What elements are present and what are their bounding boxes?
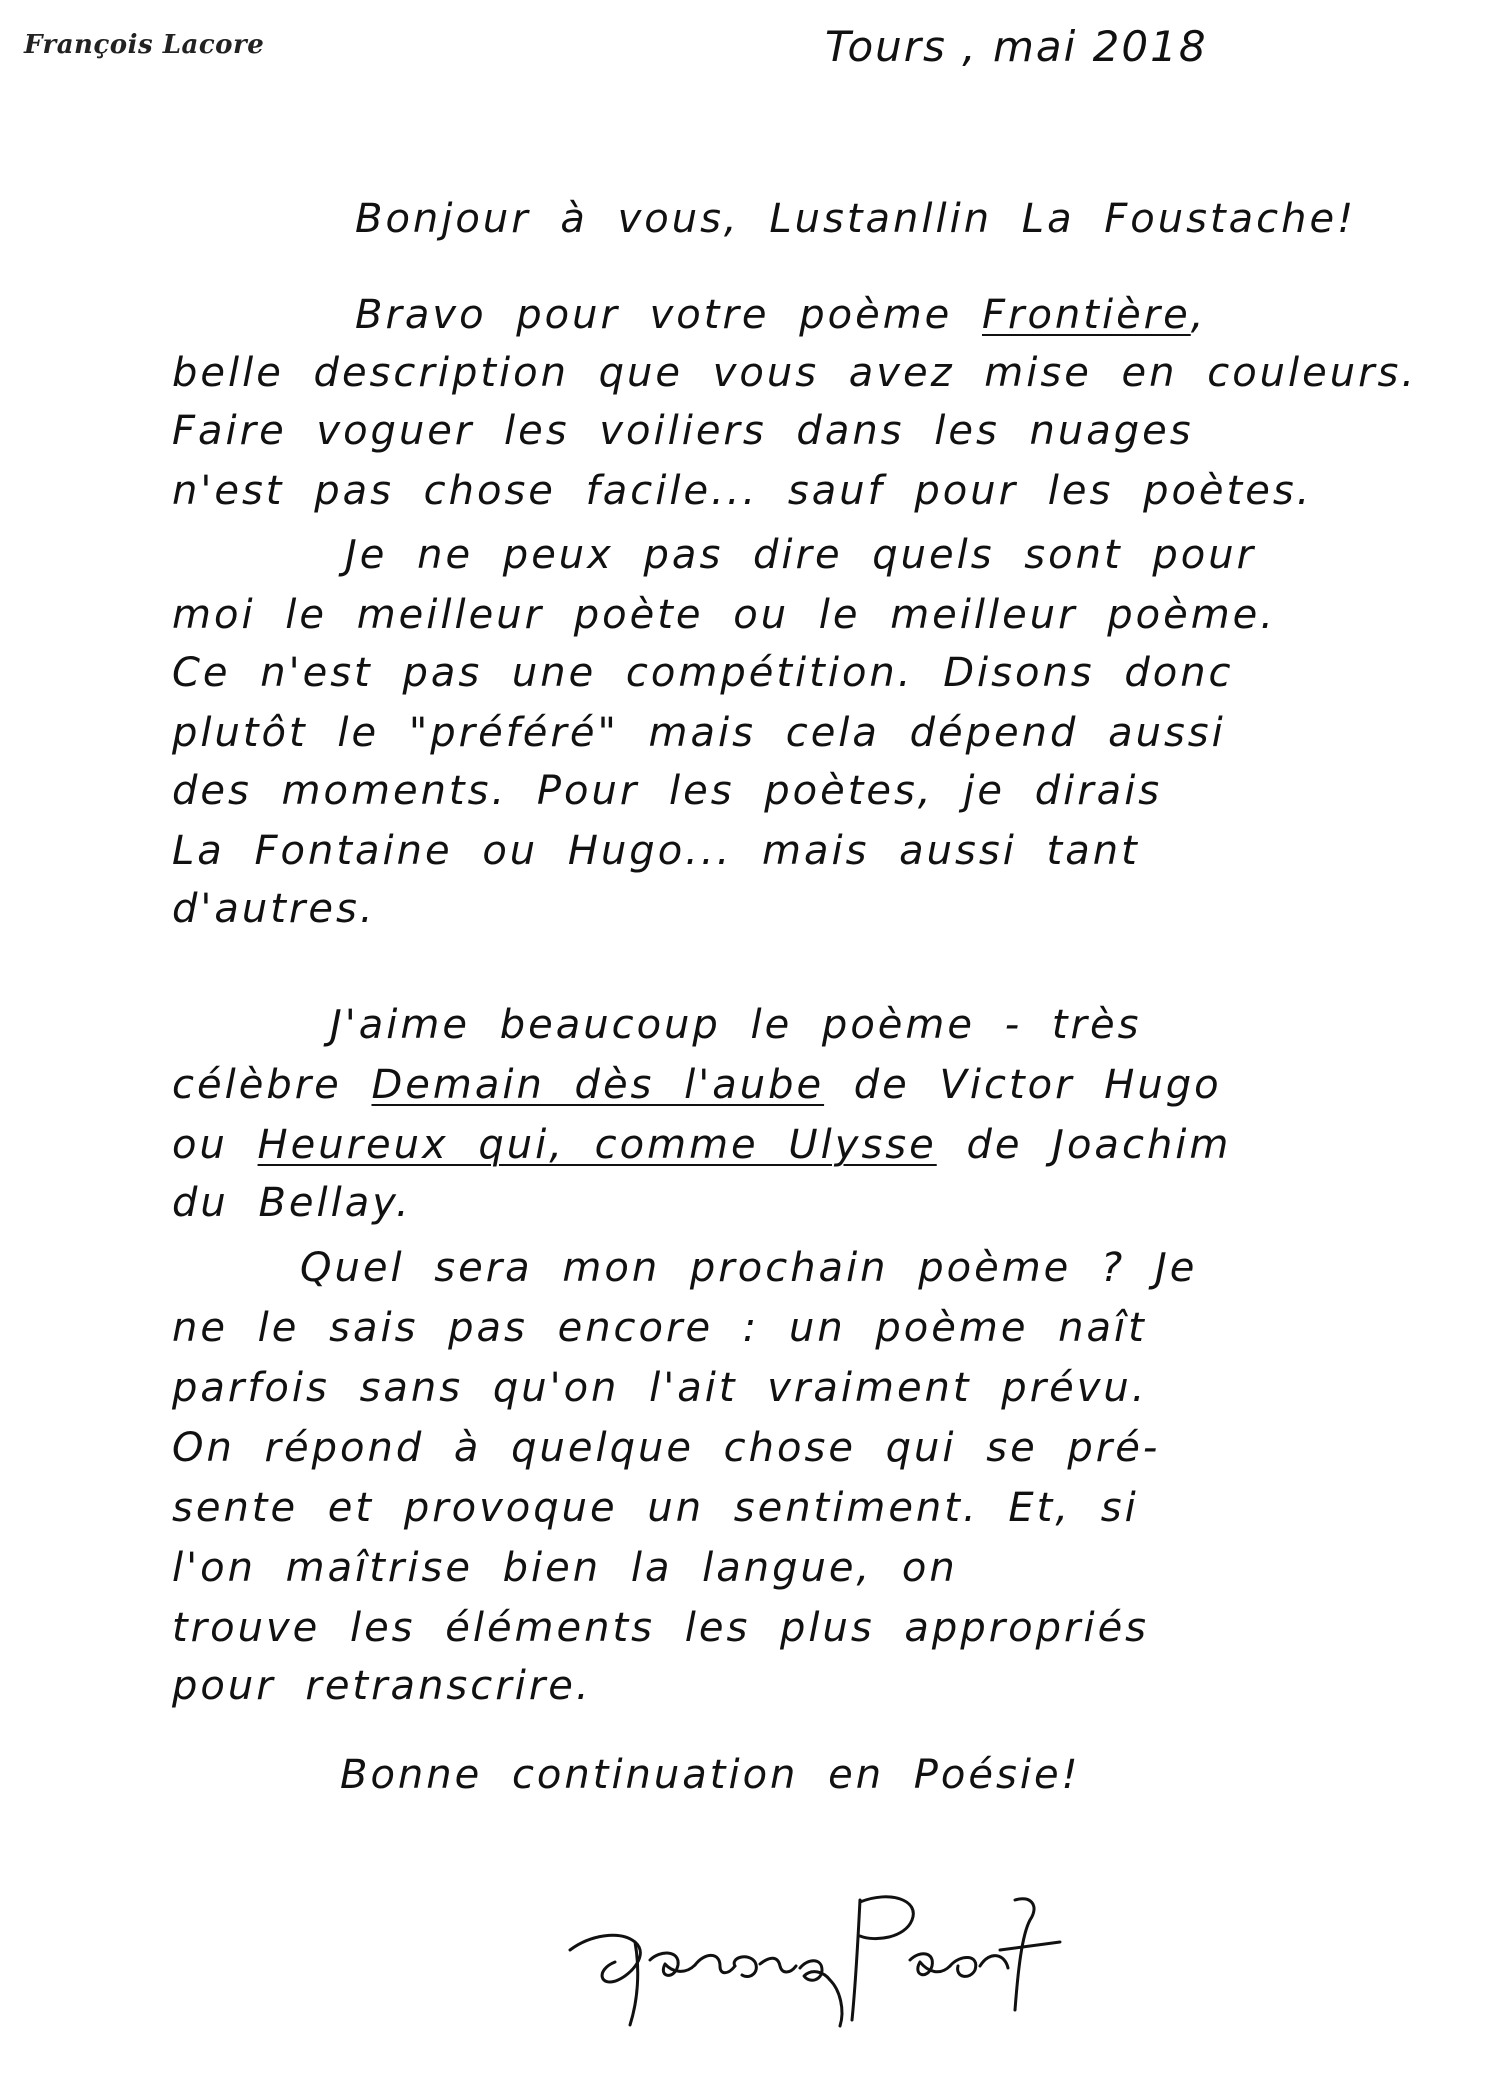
paragraph-4-line-5: sente et provoque un sentiment. Et, si [172,1485,1139,1531]
poem-title-demain-des-laube: Demain dès l'aube [371,1062,825,1108]
poem-title-frontiere: Frontière [982,292,1191,338]
paragraph-2-line-1: Je ne peux pas dire quels sont pour [345,532,1257,578]
greeting: Bonjour à vous, Lustanllin La Foustache! [355,196,1357,242]
paragraph-1-line-1 [355,292,1206,338]
text-segment: ou [172,1122,258,1168]
closing: Bonne continuation en Poésie! [340,1752,1081,1798]
paragraph-4-line-3: parfois sans qu'on l'ait vraiment prévu. [172,1365,1148,1411]
paragraph-4-line-2: ne le sais pas encore : un poème naît [172,1305,1147,1351]
paragraph-2-line-5: des moments. Pour les poètes, je dirais [172,768,1163,814]
paragraph-1-line-4: n'est pas chose facile... sauf pour les poètes. [172,468,1313,514]
paragraph-4-line-1: Quel sera mon prochain poème ? Je [300,1245,1198,1291]
paragraph-1-line-3: Faire voguer les voiliers dans les nuages [172,408,1194,454]
letterhead-name: François Lacore [24,30,265,60]
text-segment: de Victor Hugo [824,1062,1222,1108]
paragraph-2-line-4: plutôt le "préféré" mais cela dépend aussi [172,710,1226,756]
text-segment: , [1190,292,1207,338]
paragraph-3-line-4: du Bellay. [172,1180,412,1226]
paragraph-2-line-7: d'autres. [172,886,376,932]
place-and-date: Tours , mai 2018 [825,22,1208,71]
text-segment: de Joachim [936,1122,1232,1168]
paragraph-4-line-8: pour retranscrire. [172,1663,592,1709]
paragraph-1-line-2: belle description que vous avez mise en couleurs. [172,350,1418,396]
paragraph-3-line-2 [172,1062,1222,1108]
handwritten-signature [560,1880,1120,2030]
paragraph-4-line-4: On répond à quelque chose qui se pré- [172,1425,1161,1471]
paragraph-2-line-3: Ce n'est pas une compétition. Disons donc [172,650,1234,696]
paragraph-4-line-6: l'on maîtrise bien la langue, on [172,1545,958,1591]
paragraph-2-line-6: La Fontaine ou Hugo... mais aussi tant [172,828,1140,874]
paragraph-2-line-2: moi le meilleur poète ou le meilleur poème. [172,592,1276,638]
paragraph-3-line-3 [172,1122,1231,1168]
paragraph-3-line-1: J'aime beaucoup le poème - très [330,1002,1142,1048]
text-segment: célèbre [172,1062,372,1108]
poem-title-heureux-qui: Heureux qui, comme Ulysse [257,1122,937,1168]
text-segment: Bravo pour votre poème [355,292,982,338]
paragraph-4-line-7: trouve les éléments les plus appropriés [172,1605,1150,1651]
